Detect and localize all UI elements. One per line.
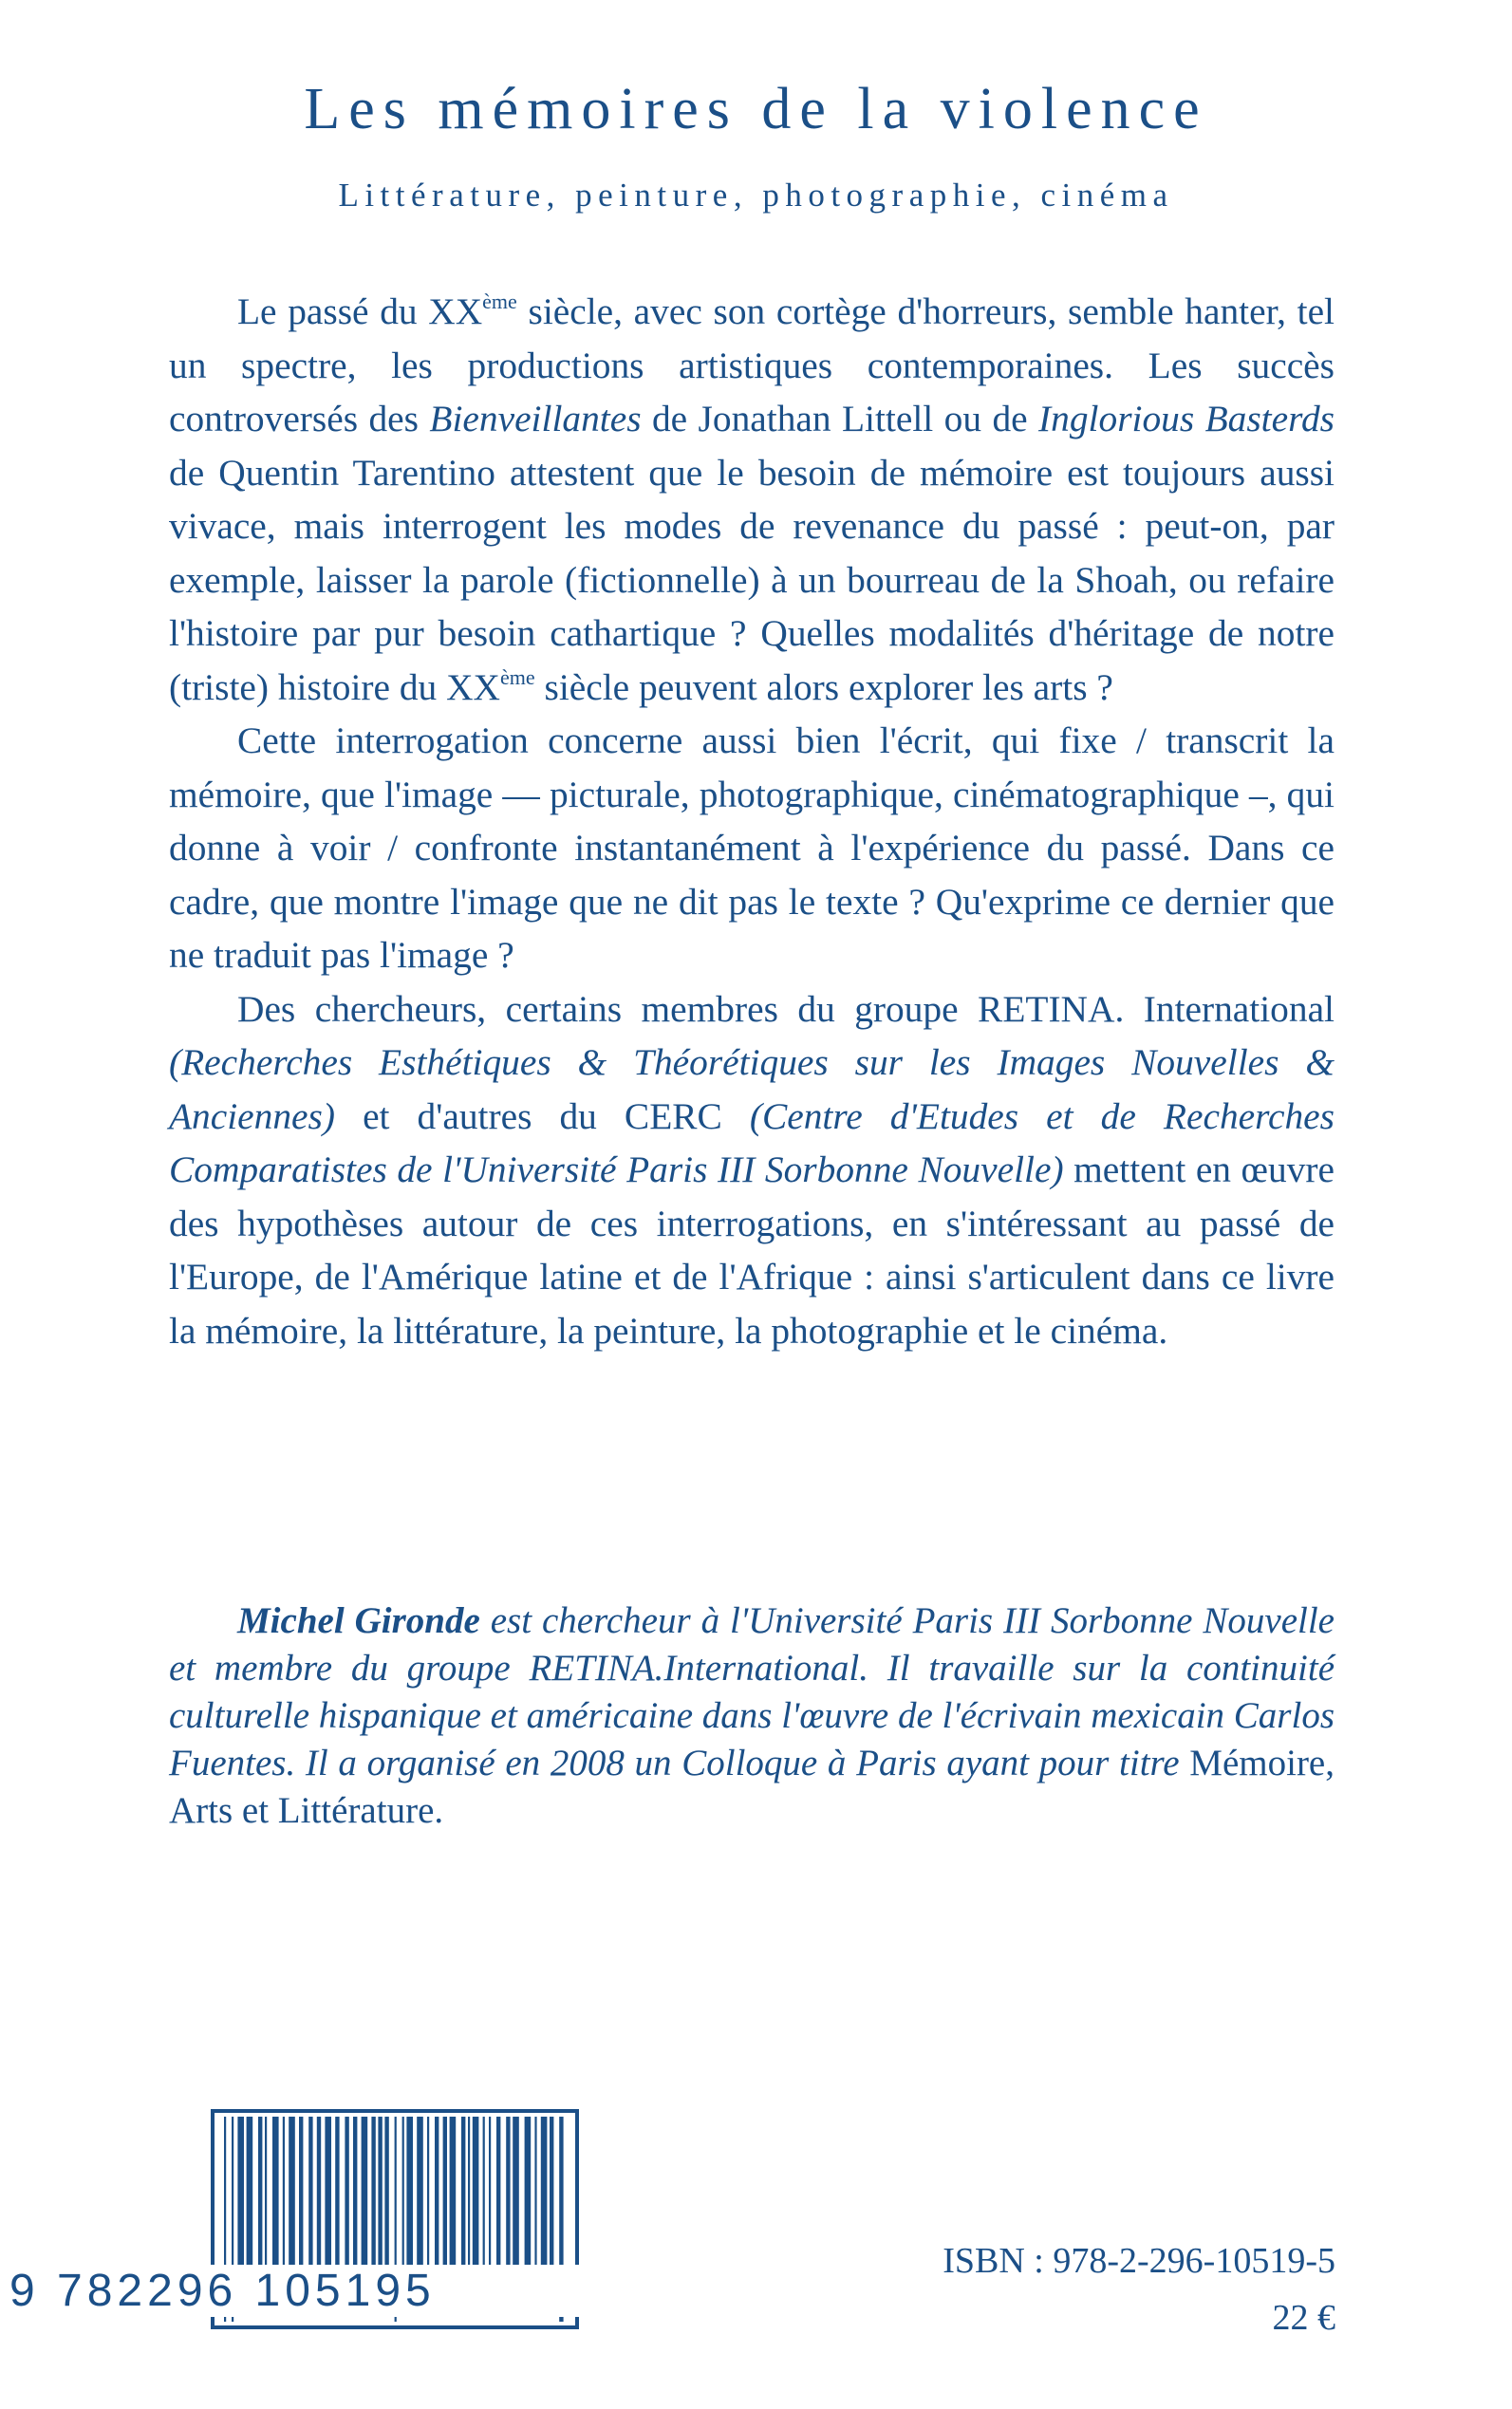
price: 22 €	[1272, 2298, 1335, 2338]
superscript: ème	[482, 289, 517, 313]
book-subtitle: Littérature, peinture, photographie, cinéma	[338, 177, 1174, 214]
book-title: Les mémoires de la violence	[304, 77, 1208, 141]
blurb-text: mettent en œuvre des hypothèses autour de ces interrogations, en s'intéressant au passé de l'Europe, de l'Amérique latine et de l'Afrique : ainsi s'articulent dans ce livre la mémoire, la littérature, la peinture, la photographie et le cinéma.	[169, 1148, 1335, 1352]
film-reference: Inglorious Basterds	[1038, 398, 1335, 439]
author-bio-text: est chercheur à l'Université Paris III Sorbonne Nouvelle et membre du groupe RETINA.International. Il travaille sur la continuité culturelle hispanique et américaine dans l'œuvre de l'écrivain mexicain Carlos Fuentes. Il a organisé en 2008 un Colloque à Paris ayant pour titre	[169, 1600, 1335, 1783]
isbn-number: ISBN : 978-2-296-10519-5	[943, 2241, 1335, 2281]
author-name: Michel Gironde	[237, 1600, 480, 1641]
blurb-text: Des chercheurs, certains membres du groupe RETINA. International	[237, 987, 1335, 1030]
book-reference: Bienveillantes	[429, 398, 642, 439]
barcode-digits: 9 782296 105195	[2, 2265, 579, 2317]
blurb-text: de Quentin Tarentino attestent que le besoin de mémoire est toujours aussi vivace, mais interrogent les modes de revenance du passé : peut-on, par exemple, laisser la parole (fictionnelle) à un bourreau de la Shoah, ou refaire l'histoire par pur besoin cathartique ? Quelles modalités d'héritage de notre (triste) histoire du XX	[169, 451, 1335, 708]
blurb-paragraph-1	[169, 285, 1335, 714]
author-paragraph	[169, 1597, 1335, 1835]
blurb-paragraph-2: Cette interrogation concerne aussi bien l'écrit, qui fixe / transcrit la mémoire, que l'image — picturale, photographique, cinématographique –, qui donne à voir / confronte instantanément à l'expérience du passé. Dans ce cadre, que montre l'image que ne dit pas le texte ? Qu'exprime ce dernier que ne traduit pas l'image ?	[169, 719, 1335, 976]
blurb-paragraph-3	[169, 982, 1335, 1358]
back-cover-blurb	[169, 285, 1335, 1357]
blurb-text: et d'autres du CERC	[335, 1094, 750, 1137]
blurb-text: siècle peuvent alors explorer les arts ?	[534, 665, 1113, 708]
cerc-expansion: (Centre d'Etudes et de Recherches Comparatistes de l'Université Paris III Sorbonne Nouvelle)	[169, 1094, 1335, 1190]
author-bio-end: .	[434, 1790, 444, 1831]
superscript: ème	[499, 664, 535, 689]
blurb-text: siècle, avec son cortège d'horreurs, semble hanter, tel un spectre, les productions artistiques contemporaines. Les succès controversés des	[169, 290, 1335, 439]
blurb-text: Le passé du XX	[237, 290, 483, 332]
retina-expansion: (Recherches Esthétiques & Théorétiques sur les Images Nouvelles & Anciennes)	[169, 1041, 1335, 1137]
author-bio	[169, 1597, 1335, 1835]
blurb-text: de Jonathan Littell ou de	[641, 398, 1039, 439]
event-title: Mémoire, Arts et Littérature	[169, 1743, 1335, 1831]
